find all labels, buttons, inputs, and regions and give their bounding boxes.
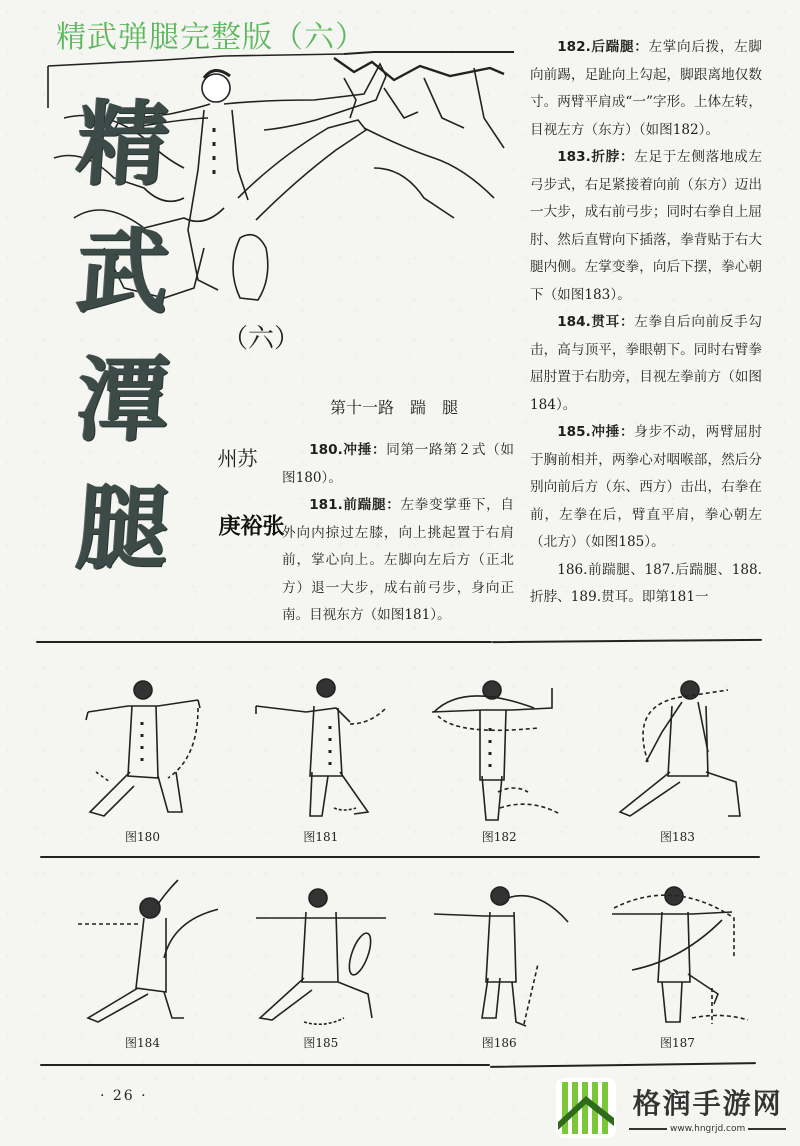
figure-caption: 图183 bbox=[660, 830, 695, 844]
ear-strike-icon bbox=[68, 878, 218, 1028]
figure-183 bbox=[595, 672, 760, 845]
page-number: · 26 · bbox=[100, 1088, 148, 1104]
author-name: 张裕庚 bbox=[215, 514, 284, 542]
figure-187 bbox=[595, 878, 760, 1051]
figure-row-2 bbox=[60, 878, 760, 1051]
rear-kick-2-icon bbox=[602, 878, 752, 1028]
figure-181 bbox=[238, 672, 403, 845]
article-column-middle bbox=[282, 437, 514, 630]
paragraph: 184.贯耳：左拳自后向前反手勾击，高与顶平，拳眼朝下。同时右臂拳屈肘置于右肋旁，目视左拳前方（如图184）。 bbox=[530, 314, 763, 413]
site-watermark bbox=[556, 1078, 789, 1138]
author-city: 苏州 bbox=[214, 448, 258, 470]
paragraph: 182.后踹腿：左掌向后拨，左脚向前踢，足趾向上勾起，脚跟离地仅数寸。两臂平肩成“一”字形。上体左转，目视左方（东方）（如图182）。 bbox=[530, 39, 763, 138]
punch-bow-stance-icon bbox=[246, 878, 396, 1028]
figure-186 bbox=[417, 878, 582, 1051]
article-column-right bbox=[530, 34, 762, 612]
divider-line bbox=[40, 856, 760, 858]
figure-row-1 bbox=[60, 672, 760, 845]
calligraphy-char: 潭 bbox=[73, 346, 173, 454]
figure-185 bbox=[238, 878, 403, 1051]
watermark-url: www.hngrjd.com bbox=[670, 1124, 746, 1134]
figure-caption: 图184 bbox=[125, 1036, 160, 1050]
rear-kick-icon bbox=[424, 672, 574, 822]
figure-caption: 图187 bbox=[660, 1036, 695, 1050]
paragraph: 181.前踹腿：左拳变掌垂下，自外向内掠过左膝，向上挑起置于右肩前，掌心向上。左脚向左后方（正北方）退一大步，成右前弓步，身向正南。目视东方（如图181）。 bbox=[282, 497, 515, 623]
calligraphy-title bbox=[58, 80, 188, 592]
figure-caption: 图180 bbox=[125, 830, 160, 844]
divider-line bbox=[36, 641, 492, 643]
figure-182 bbox=[417, 672, 582, 845]
fold-neck-lunge-icon bbox=[602, 672, 752, 822]
calligraphy-char: 精 bbox=[73, 90, 173, 198]
overlay-title: 精武弹腿完整版（六） bbox=[56, 20, 366, 55]
watermark-name: 格润手游网 bbox=[632, 1087, 783, 1120]
stance-arms-spread-icon bbox=[68, 672, 218, 822]
front-kick-icon bbox=[424, 878, 574, 1028]
paragraph: 183.折脖：左足于左侧落地成左弓步式，右足紧接着向前（东方）迈出一大步，成右前弓步；同时右拳自上屈肘、然后直臂向下插落，拳背贴于右大腿内侧。左掌变拳，向后下摆，拳心朝下（如图183）。 bbox=[530, 149, 763, 303]
paragraph: 185.冲捶：身步不动，两臂屈肘于胸前相并，两拳心对咽喉部，然后分别向前后方（东、西方）击出，右拳在前，左拳在后，臂直平肩，拳心朝左（北方）（如图185）。 bbox=[530, 424, 763, 550]
figure-180 bbox=[60, 672, 225, 845]
figure-caption: 图185 bbox=[303, 1036, 339, 1050]
paragraph: 186.前踹腿、187.后踹腿、188.折脖、189.贯耳。即第181一 bbox=[530, 561, 762, 605]
section-heading: 第十一路 踹 腿 bbox=[330, 398, 459, 417]
house-logo-icon bbox=[556, 1078, 616, 1138]
figure-184 bbox=[60, 878, 225, 1051]
figure-caption: 图186 bbox=[481, 1036, 517, 1050]
divider-line bbox=[40, 1064, 490, 1066]
figure-caption: 图181 bbox=[303, 830, 339, 844]
paragraph: 180.冲捶：同第一路第２式（如图180）。 bbox=[282, 442, 515, 486]
front-bow-stance-icon bbox=[246, 672, 396, 822]
issue-number: （六） bbox=[222, 324, 301, 354]
calligraphy-char: 腿 bbox=[73, 474, 173, 582]
calligraphy-char: 武 bbox=[73, 218, 173, 326]
figure-caption: 图182 bbox=[481, 830, 517, 844]
